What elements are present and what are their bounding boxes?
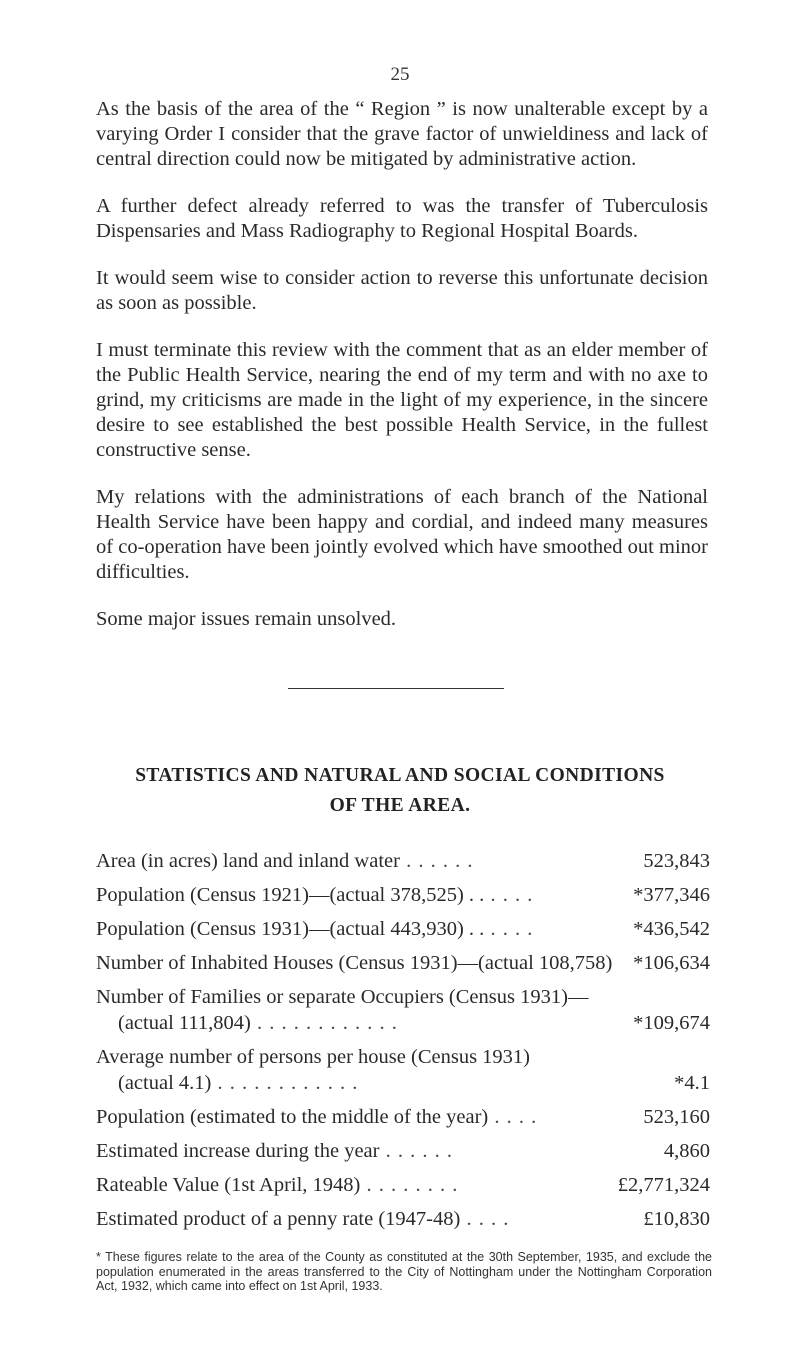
paragraph-further-defect: A further defect already referred to was the transfer of Tuberculosis Dispensaries and Mass Radiography to Regional Hospital Boards.	[96, 195, 708, 242]
leader-dots: . . . .	[488, 1106, 538, 1128]
stat-label: Area (in acres) land and inland water	[96, 850, 400, 872]
stat-value: *4.1	[674, 1072, 710, 1094]
stat-label: Estimated increase during the year	[96, 1140, 380, 1162]
footnote: * These figures relate to the area of the County as constituted at the 30th September, 1935, and exclude the population enumerated in the areas transferred to the City of Nottingham under the Nottingham Corporation Act, 1932, which came into effect on 1st April, 1933.	[96, 1250, 712, 1293]
stat-row-rateable-value	[96, 1172, 710, 1198]
stat-value: 523,843	[643, 850, 710, 872]
leader-dots: . . . .	[484, 918, 534, 940]
stat-value: *106,634	[633, 952, 710, 974]
stat-label-continued: (actual 111,804)	[118, 1012, 251, 1034]
stat-label-continued: (actual 4.1)	[118, 1072, 212, 1094]
stat-row-inhabited-houses	[96, 950, 710, 976]
section-divider	[288, 688, 504, 689]
stat-row-penny-rate	[96, 1206, 710, 1232]
paragraph-major-issues: Some major issues remain unsolved.	[96, 608, 397, 630]
stat-label: Rateable Value (1st April, 1948)	[96, 1174, 361, 1196]
stat-label: Number of Families or separate Occupiers (Census 1931)—	[96, 986, 589, 1008]
stat-label: Estimated product of a penny rate (1947-48)	[96, 1208, 461, 1230]
paragraph-terminate-review: I must terminate this review with the comment that as an elder member of the Public Health Service, nearing the end of my term and with no axe to grind, my criticisms are made in the light of my experience, in the sincere desire to see established the best possible Health Service, in the fullest constructive sense.	[96, 339, 708, 461]
stat-row-estimated-population	[96, 1104, 710, 1130]
leader-dots: . . . . . .	[399, 850, 474, 872]
stat-row-persons-per-house	[96, 1044, 710, 1096]
leader-dots: . . . . . . . . . . . .	[250, 1012, 398, 1034]
stat-value: £10,830	[643, 1208, 710, 1230]
stat-label: Average number of persons per house (Census 1931)	[96, 1046, 530, 1068]
stat-row-area	[96, 848, 710, 874]
stat-label: Population (Census 1931)—(actual 443,930) . .	[96, 918, 485, 940]
stat-label: Population (Census 1921)—(actual 378,525) . .	[96, 884, 485, 906]
stat-value: *109,674	[633, 1012, 710, 1034]
stat-value: £2,771,324	[617, 1174, 710, 1196]
stat-row-estimated-increase	[96, 1138, 710, 1164]
stat-label: Population (estimated to the middle of the year)	[96, 1106, 489, 1128]
leader-dots: . . . .	[460, 1208, 510, 1230]
stat-row-families	[96, 984, 710, 1036]
page-number: 25	[390, 64, 410, 85]
stat-value: *436,542	[633, 918, 710, 940]
stat-value: 523,160	[643, 1106, 710, 1128]
body-text	[96, 97, 708, 654]
section-heading-line2: OF THE AREA.	[329, 795, 471, 816]
section-heading	[0, 761, 800, 821]
paragraph-reverse-decision: It would seem wise to consider action to reverse this unfortunate decision as soon as possible.	[96, 267, 708, 314]
leader-dots: . . . .	[484, 884, 534, 906]
stat-row-population-1931	[96, 916, 710, 942]
paragraph-relations: My relations with the administrations of each branch of the National Health Service have been happy and cordial, and indeed many measures of co-operation have been jointly evolved which have smoothed out minor difficulties.	[96, 486, 708, 583]
statistics-table	[96, 848, 710, 1240]
stat-label: Number of Inhabited Houses (Census 1931)—(actual 108,758)	[96, 952, 613, 974]
leader-dots: . . . . . .	[379, 1140, 453, 1162]
stat-row-population-1921	[96, 882, 710, 908]
stat-value: *377,346	[633, 884, 710, 906]
section-heading-line1: STATISTICS AND NATURAL AND SOCIAL CONDITIONS	[135, 765, 665, 786]
leader-dots: . . . . . . . .	[360, 1174, 459, 1196]
leader-dots: . . . . . . . . . . . .	[211, 1072, 359, 1094]
paragraph-region-basis: As the basis of the area of the “ Region ” is now unalterable except by a varying Order I consider that the grave factor of unwieldiness and lack of central direction could now be mitigated by administrative action.	[96, 98, 708, 170]
stat-value: 4,860	[663, 1140, 710, 1162]
